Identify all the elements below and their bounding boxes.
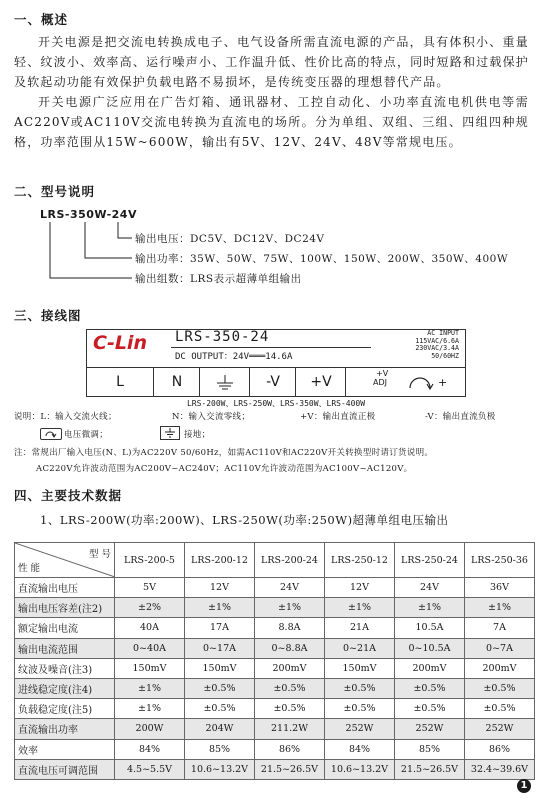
row-label: 直流输出功率	[15, 719, 115, 739]
model-explanation	[40, 208, 520, 290]
table-cell: 0~7A	[465, 638, 535, 658]
table-cell: ±1%	[115, 678, 185, 698]
terminal-l: L	[116, 374, 124, 390]
column-header: LRS-250-24	[395, 543, 465, 578]
table-cell: 150mV	[185, 658, 255, 678]
table-cell: 12V	[325, 578, 395, 598]
explain-ground: 接地；	[184, 430, 211, 440]
row-label: 额定输出电流	[15, 618, 115, 638]
column-header: LRS-200-5	[115, 543, 185, 578]
table-cell: 252W	[395, 719, 465, 739]
brand-logo: C-Lin	[93, 332, 147, 354]
table-cell: 40A	[115, 618, 185, 638]
table-row	[15, 618, 535, 638]
table-cell: 0~21A	[325, 638, 395, 658]
column-header: LRS-250-36	[465, 543, 535, 578]
table-cell: ±0.5%	[325, 678, 395, 698]
adj-plus-v: +V	[376, 369, 389, 378]
terminal-positive-v: +V	[295, 368, 346, 396]
explain-negative: -V：输出直流负极	[425, 412, 496, 422]
row-label: 输出电流范围	[15, 638, 115, 658]
ac-input-line: 230VAC/3.4A	[415, 344, 459, 352]
table-row	[15, 699, 535, 719]
model-code: LRS-350W-24V	[40, 208, 137, 221]
table-row	[15, 658, 535, 678]
section-title-model: 二、型号说明	[14, 184, 96, 199]
ac-input-line: 50/60HZ	[431, 351, 459, 360]
terminal-negative-v: -V	[249, 368, 296, 396]
table-cell: 10.6~13.2V	[185, 759, 255, 779]
column-header: LRS-200-24	[255, 543, 325, 578]
compatible-models: LRS-200W、LRS-250W、LRS-350W、LRS-400W	[186, 399, 366, 408]
column-header: LRS-250-12	[325, 543, 395, 578]
table-cell: ±1%	[395, 598, 465, 618]
table-cell: 24V	[255, 578, 325, 598]
table-cell: 252W	[325, 719, 395, 739]
spec-table-body	[15, 578, 535, 780]
table-cell: 24V	[395, 578, 465, 598]
page-number: 1	[517, 779, 531, 793]
voltage-range-note: AC220V允许波动范围为AC200V~AC240V；AC110V允许波动范围为AC100V~AC120V。	[36, 464, 413, 474]
terminal-strip	[87, 367, 465, 396]
explain-l: 说明：L：输入交流火线；	[14, 412, 117, 422]
table-cell: 86%	[465, 739, 535, 759]
table-cell: 200mV	[465, 658, 535, 678]
table-cell: 150mV	[115, 658, 185, 678]
table-row	[15, 759, 535, 779]
ac-input-line: AC INPUT	[427, 329, 459, 337]
table-cell: ±0.5%	[395, 678, 465, 698]
row-label: 效率	[15, 739, 115, 759]
column-header: LRS-200-12	[185, 543, 255, 578]
adj-plus-sign: +	[438, 376, 448, 389]
table-corner-cell	[15, 543, 115, 578]
section-title-wiring: 三、接线图	[14, 308, 82, 323]
table-cell: 211.2W	[255, 719, 325, 739]
table-cell: 0~17A	[185, 638, 255, 658]
table-cell: ±1%	[185, 598, 255, 618]
table-cell: ±0.5%	[185, 678, 255, 698]
table-cell: 21A	[325, 618, 395, 638]
table-cell: 84%	[325, 739, 395, 759]
row-label: 纹波及噪音(注3)	[15, 658, 115, 678]
overview-paragraph-1: 开关电源是把交流电转换成电子、电气设备所需直流电源的产品，具有体积小、重量轻、纹波小、效率高、运行噪声小、工作温升低、性价比高的特点，同时短路和过载保护及软起动功能有效保护负载电路不易损坏，是传统变压器的理想替代产品。	[14, 35, 529, 89]
explain-n: N：输入交流零线；	[172, 412, 251, 422]
table-cell: ±1%	[255, 598, 325, 618]
table-cell: 84%	[115, 739, 185, 759]
table-cell: 0~40A	[115, 638, 185, 658]
table-cell: ±0.5%	[395, 699, 465, 719]
table-cell: 8.8A	[255, 618, 325, 638]
row-label: 进线稳定度(注4)	[15, 678, 115, 698]
table-cell: ±0.5%	[465, 678, 535, 698]
table-cell: ±2%	[115, 598, 185, 618]
table-cell: 12V	[185, 578, 255, 598]
table-cell: 200mV	[395, 658, 465, 678]
table-cell: ±1%	[465, 598, 535, 618]
explain-positive: +V：输出直流正极	[300, 412, 376, 422]
table-cell: ±0.5%	[325, 699, 395, 719]
input-voltage-note: 注：常规出厂输入电压(N、L)为AC220V 50/60Hz，如需AC110V和AC220V开关转换型时请订货说明。	[14, 448, 434, 458]
row-label: 直流输出电压	[15, 578, 115, 598]
adjust-arrow-icon	[402, 368, 442, 396]
label-ac-input	[415, 330, 459, 360]
table-cell: 200mV	[255, 658, 325, 678]
specs-subtitle: 1、LRS-200W(功率:200W)、LRS-250W(功率:250W)超薄单组电压输出	[40, 513, 449, 527]
adj-label: ADJ	[373, 378, 387, 387]
table-cell: 36V	[465, 578, 535, 598]
explain-adjust: 电压微调；	[64, 430, 109, 440]
table-cell: 85%	[185, 739, 255, 759]
table-cell: 17A	[185, 618, 255, 638]
spec-table	[14, 542, 535, 780]
table-cell: 10.5A	[395, 618, 465, 638]
label-model-name: LRS-350-24	[175, 329, 270, 345]
table-cell: 10.6~13.2V	[325, 759, 395, 779]
section-title-overview: 一、概述	[14, 12, 69, 27]
table-row	[15, 578, 535, 598]
model-output-groups: 输出组数：LRS表示超薄单组输出	[135, 273, 302, 285]
table-cell: 21.5~26.5V	[395, 759, 465, 779]
power-supply-label	[86, 329, 466, 408]
table-cell: ±0.5%	[185, 699, 255, 719]
table-cell: ±0.5%	[255, 699, 325, 719]
table-cell: 150mV	[325, 658, 395, 678]
label-dc-output: DC OUTPUT：24V═══14.6A	[175, 352, 293, 362]
table-cell: 204W	[185, 719, 255, 739]
table-cell: 0~10.5A	[395, 638, 465, 658]
overview-paragraph-2: 开关电源广泛应用在广告灯箱、通讯器材、工控自动化、小功率直流电机供电等需AC220V或AC110V交流电转换为直流电的场所。分为单组、双组、三组、四组四种规格，功率范围从15W~600W，输出有5V、12V、24V、48V等常规电压。	[14, 95, 529, 149]
table-row	[15, 638, 535, 658]
table-cell: ±0.5%	[465, 699, 535, 719]
terminal-n: N	[153, 368, 200, 396]
terminal-adj	[345, 368, 466, 396]
model-output-power: 输出功率：35W、50W、75W、100W、150W、200W、350W、400W	[135, 253, 509, 265]
table-cell: 0~8.8A	[255, 638, 325, 658]
table-cell: 252W	[465, 719, 535, 739]
table-cell: ±1%	[115, 699, 185, 719]
ground-icon	[200, 368, 250, 396]
table-cell: 21.5~26.5V	[255, 759, 325, 779]
table-cell: 7A	[465, 618, 535, 638]
table-row	[15, 678, 535, 698]
row-label: 负载稳定度(注5)	[15, 699, 115, 719]
corner-performance-label: 性 能	[18, 563, 41, 574]
table-cell: 86%	[255, 739, 325, 759]
table-cell: 200W	[115, 719, 185, 739]
ground-symbol-icon	[160, 426, 180, 440]
table-cell: 4.5~5.5V	[115, 759, 185, 779]
table-header-row	[15, 543, 535, 578]
table-cell: 5V	[115, 578, 185, 598]
row-label: 直流电压可调范围	[15, 759, 115, 779]
table-cell: 85%	[395, 739, 465, 759]
section-title-specs: 四、主要技术数据	[14, 488, 123, 503]
corner-model-label: 型 号	[88, 549, 111, 560]
table-cell: 32.4~39.6V	[465, 759, 535, 779]
table-cell: ±1%	[325, 598, 395, 618]
row-label: 输出电压容差(注2)	[15, 598, 115, 618]
label-underline	[171, 347, 371, 348]
adjust-symbol-icon	[40, 428, 62, 440]
table-row	[15, 598, 535, 618]
ac-input-line: 115VAC/6.6A	[415, 336, 459, 345]
table-row	[15, 719, 535, 739]
table-row	[15, 739, 535, 759]
overview-text	[14, 32, 529, 152]
terminal-ground	[199, 368, 250, 396]
table-cell: ±0.5%	[255, 678, 325, 698]
model-output-voltage: 输出电压：DC5V、DC12V、DC24V	[135, 233, 325, 245]
